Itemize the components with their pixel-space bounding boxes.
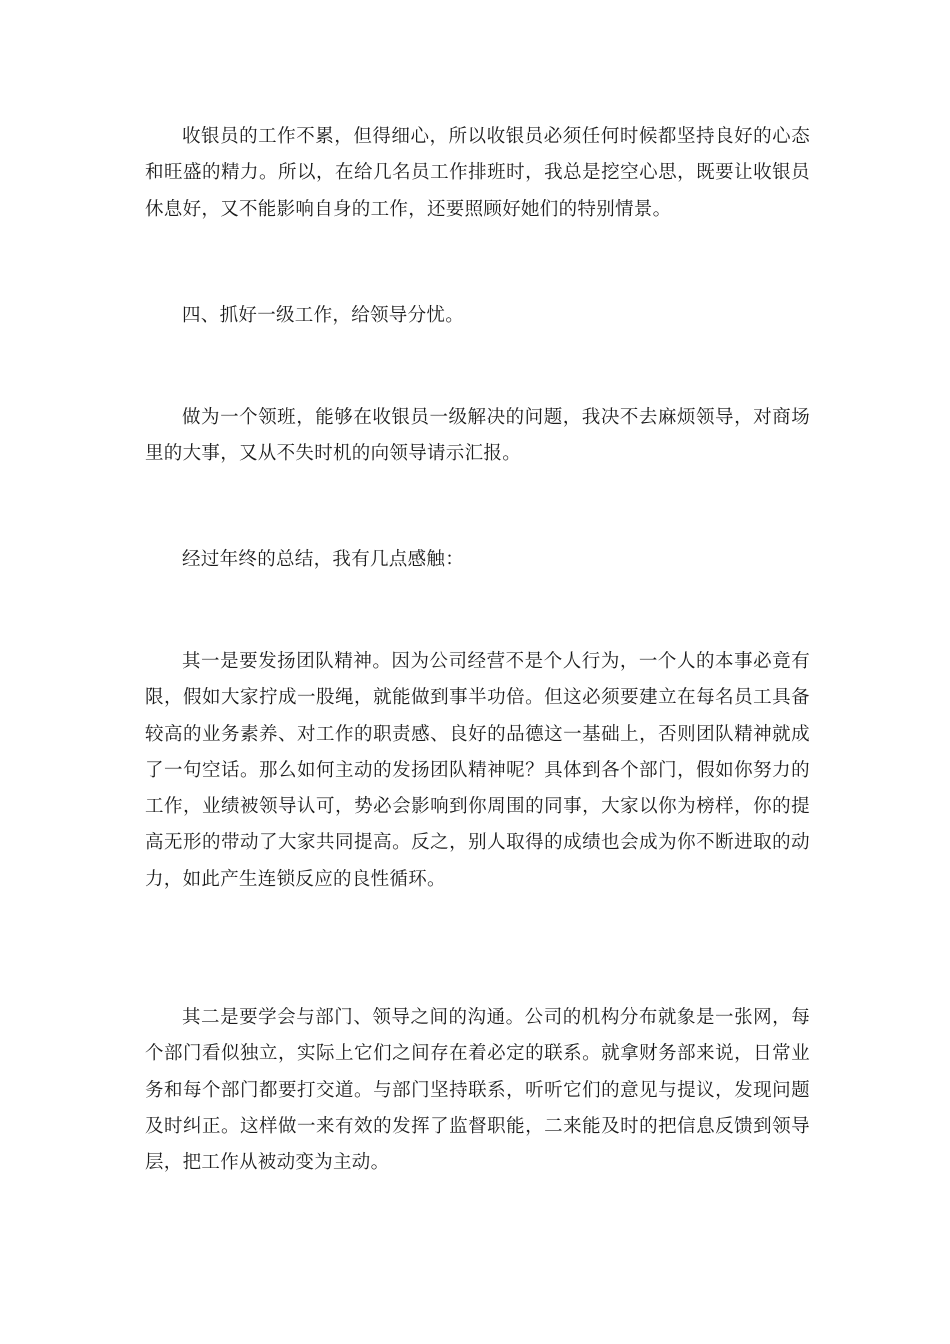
paragraph-cashier-work: 收银员的工作不累，但得细心，所以收银员必须任何时候都坚持良好的心态和旺盛的精力。所以，在给几名员工作排班时，我总是挖空心思，既要让收银员休息好，又不能影响自身的工作，还要照顾好她们的特别情景。 (145, 126, 810, 220)
paragraph-year-end-summary: 经过年终的总结，我有几点感触： (182, 549, 465, 570)
paragraph-team-lead: 做为一个领班，能够在收银员一级解决的问题，我决不去麻烦领导，对商场里的大事，又从不失时机的向领导请示汇报。 (145, 407, 810, 465)
paragraph-team-spirit: 其一是要发扬团队精神。因为公司经营不是个人行为，一个人的本事必竟有限，假如大家拧成一股绳，就能做到事半功倍。但这必须要建立在每名员工具备较高的业务素养、对工作的职责感、良好的品德这一基础上，否则团队精神就成了一句空话。那么如何主动的发扬团队精神呢？具体到各个部门，假如你努力的工作，业绩被领导认可，势必会影响到你周围的同事，大家以你为榜样，你的提高无形的带动了大家共同提高。反之，别人取得的成绩也会成为你不断进取的动力，如此产生连锁反应的良性循环。 (145, 651, 810, 890)
section-heading-four: 四、抓好一级工作，给领导分忧。 (182, 305, 465, 326)
paragraph-communication: 其二是要学会与部门、领导之间的沟通。公司的机构分布就象是一张网，每个部门看似独立，实际上它们之间存在着必定的联系。就拿财务部来说，日常业务和每个部门都要打交道。与部门坚持联系，听听它们的意见与提议，发现问题及时纠正。这样做一来有效的发挥了监督职能，二来能及时的把信息反馈到领导层，把工作从被动变为主动。 (145, 1007, 810, 1174)
